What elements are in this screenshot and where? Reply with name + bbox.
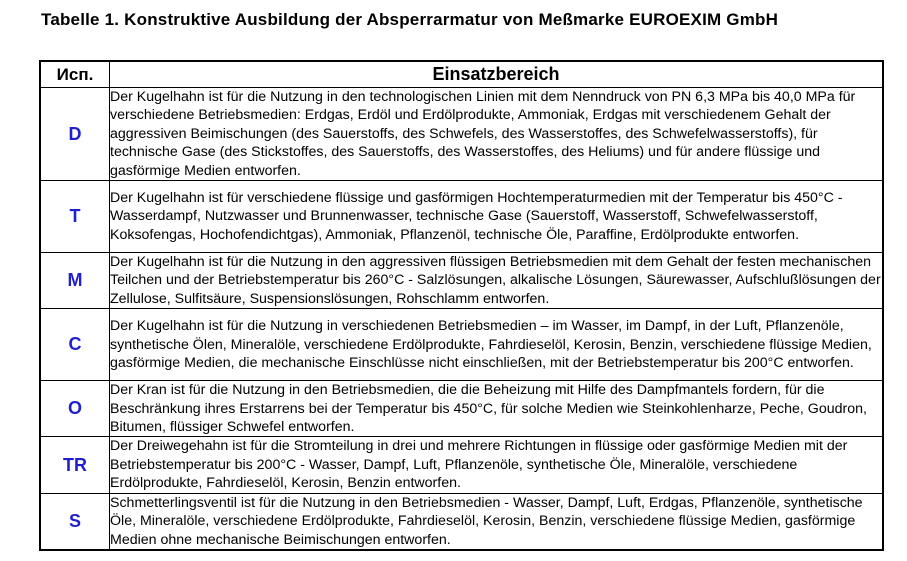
row-description: Schmetterlingsventil ist für die Nutzung in den Betriebsmedien - Wasser, Dampf, Luft, Erdgas, Pflanzenöle, synthetische Öle, Mineralöle, verschiedene Erdölprodukte, Fahrdieselöl, Kerosin, Benzin, verschiedene flüssige Medien, gasförmige Medien ohne mechanische Beimischungen entworfen.	[110, 493, 884, 550]
row-description: Der Kugelhahn ist für verschiedene flüssige und gasförmigen Hochtemperaturmedien mit der Temperatur bis 450°C - Wasserdampf, Nutzwasser und Brunnenwasser, technische Gase (Sauerstoff, Wasserstoff, Schwefelwasserstoff, Koksofengas, Hochofendichtgas), Ammoniak, Pflanzenöl, technische Öle, Paraffine, Erdölprodukte entworfen.	[110, 181, 884, 253]
header-description: Einsatzbereich	[110, 61, 884, 88]
row-code: M	[40, 253, 110, 309]
table-row	[40, 181, 883, 253]
page-title: Tabelle 1. Konstruktive Ausbildung der Absperrarmatur von Meßmarke EUROEXIM GmbH	[41, 10, 779, 29]
table-row	[40, 493, 883, 550]
row-code: S	[40, 493, 110, 550]
row-description: Der Kugelhahn ist für die Nutzung in den aggressiven flüssigen Betriebsmedien mit dem Gehalt der festen mechanischen Teilchen und der Betriebstemperatur bis 260°C - Salzlösungen, alkalische Lösungen, Säurewasser, Aufschlußlösungen der Zellulose, Sulfitsäure, Suspensionslösungen, Rohschlamm entworfen.	[110, 253, 884, 309]
row-code: D	[40, 88, 110, 181]
table-row	[40, 88, 883, 181]
row-code: T	[40, 181, 110, 253]
table-header-row	[40, 61, 883, 88]
table-row	[40, 253, 883, 309]
row-code: O	[40, 381, 110, 437]
row-description: Der Kugelhahn ist für die Nutzung in den technologischen Linien mit dem Nenndruck von PN 6,3 MPa bis 40,0 MPa für verschiedene Betriebsmedien: Erdgas, Erdöl und Erdölprodukte, Ammoniak, Erdgas mit verschiedenem Gehalt der aggressiven Beimischungen (des Sauerstoffs, des Schwefels, des Wasserstoffes, des Schwefelwasserstoffs), für technische Gase (des Stickstoffes, des Sauerstoffs, des Wasserstoffes, des Heliums) und für andere flüssige und gasförmige Medien entworfen.	[110, 88, 884, 181]
table-row	[40, 381, 883, 437]
table-row	[40, 309, 883, 381]
row-description: Der Kran ist für die Nutzung in den Betriebsmedien, die die Beheizung mit Hilfe des Dampfmantels fordern, für die Beschränkung ihres Erstarrens bei der Temperatur bis 450°C, für solche Medien wie Steinkohlenharze, Peche, Goudron, Bitumen, flüssiger Schwefel entworfen.	[110, 381, 884, 437]
specification-table	[39, 60, 884, 551]
row-code: TR	[40, 437, 110, 493]
row-code: C	[40, 309, 110, 381]
row-description: Der Kugelhahn ist für die Nutzung in verschiedenen Betriebsmedien – im Wasser, im Dampf, in der Luft, Pflanzenöle, synthetische Ölen, Mineralöle, verschiedene Erdölprodukte, Fahrdieselöl, Kerosin, Benzin, verschiedene flüssige Medien, gasförmige Medien, die mechanische Einschlüsse nicht einschließen, mit der Betriebstemperatur bis 200°C entworfen.	[110, 309, 884, 381]
table-row	[40, 437, 883, 493]
row-description: Der Dreiwegehahn ist für die Stromteilung in drei und mehrere Richtungen in flüssige oder gasförmige Medien mit der Betriebstemperatur bis 200°C - Wasser, Dampf, Luft, Pflanzenöle, synthetische Öle, Mineralöle, verschiedene Erdölprodukte, Fahrdieselöl, Kerosin, Benzin entworfen.	[110, 437, 884, 493]
header-code: Исп.	[40, 61, 110, 88]
